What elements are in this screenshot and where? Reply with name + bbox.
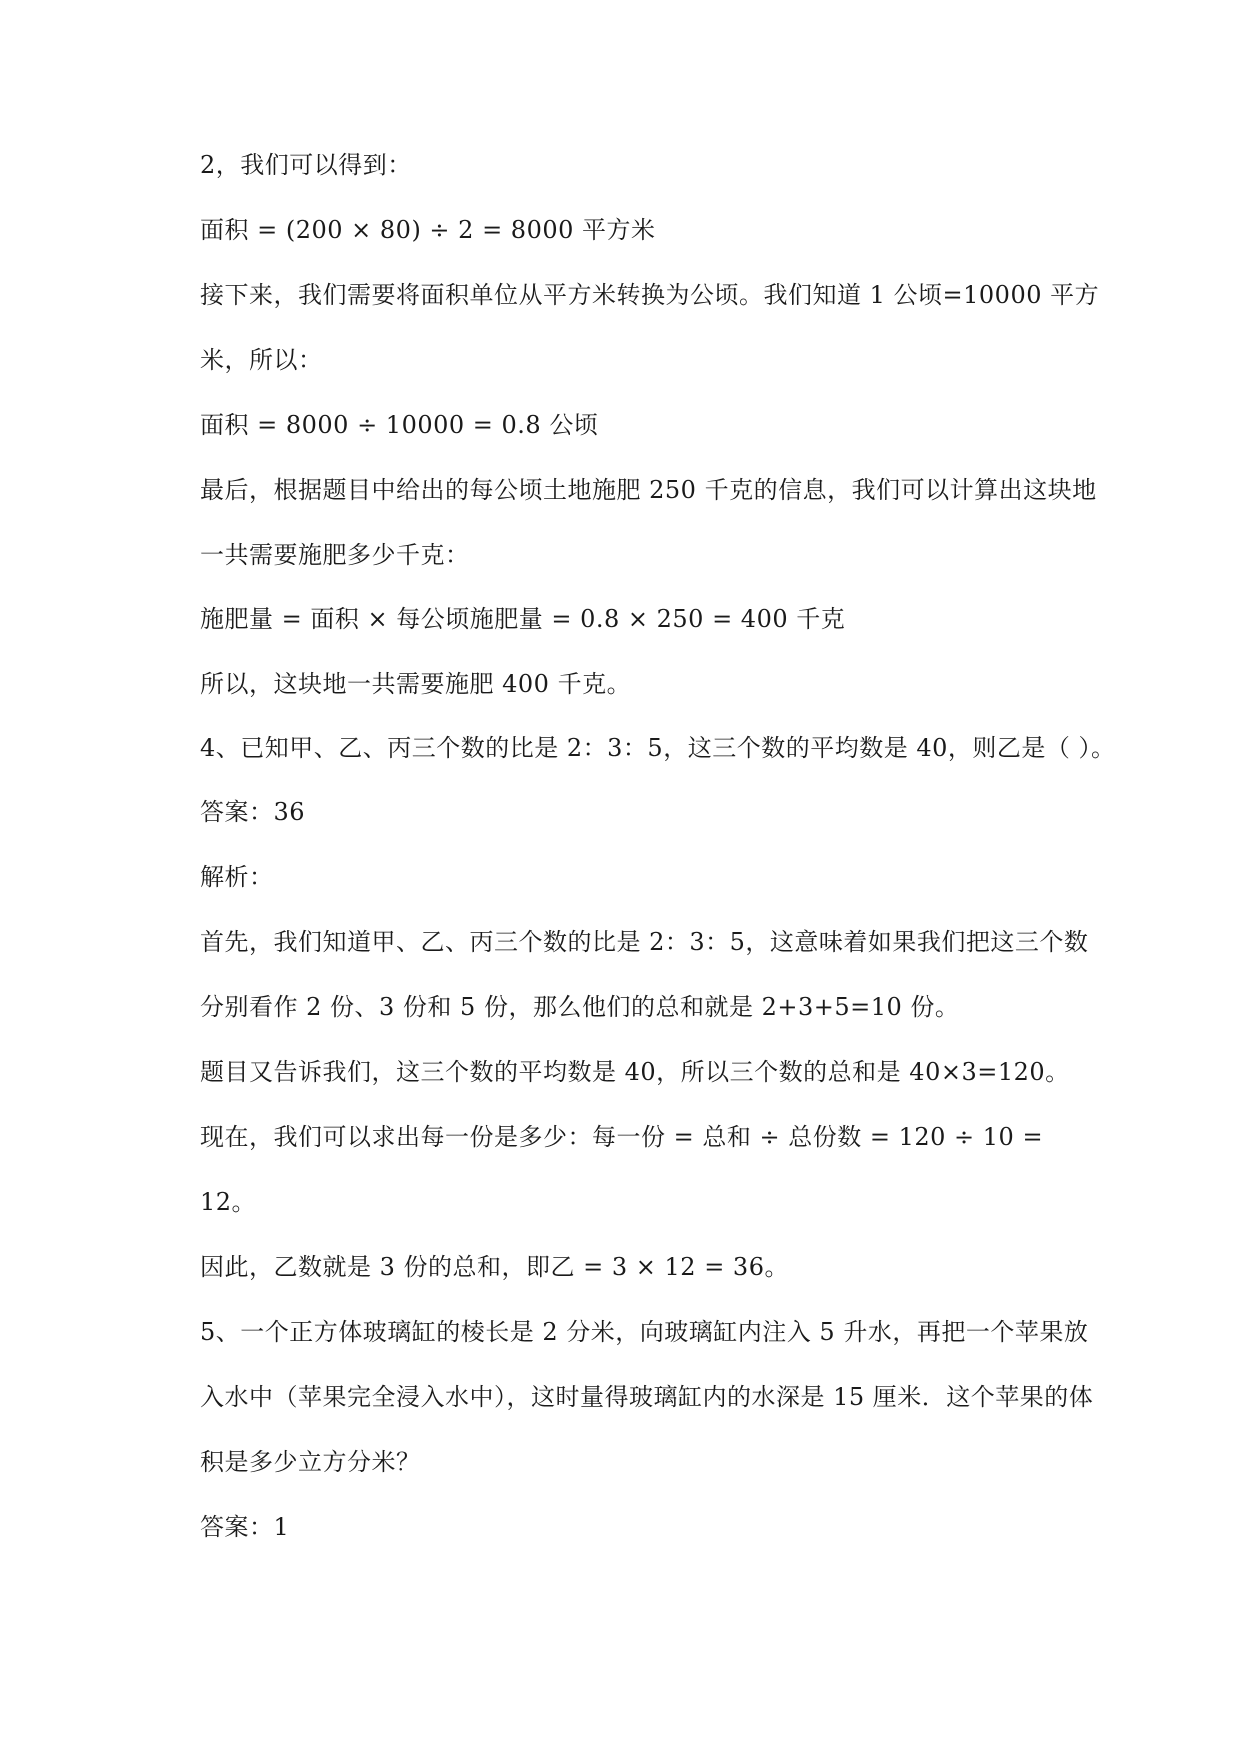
text-line: 12。 [200, 1188, 257, 1216]
text-line: 积是多少立方分米？ [200, 1448, 421, 1476]
text-line: 入水中（苹果完全浸入水中），这时量得玻璃缸内的水深是 15 厘米．这个苹果的体 [200, 1383, 1094, 1411]
text-line: 答案：36 [200, 798, 306, 826]
text-line: 面积 = 8000 ÷ 10000 = 0.8 公顷 [200, 411, 599, 439]
text-line: 面积 = (200 × 80) ÷ 2 = 8000 平方米 [200, 216, 656, 244]
text-line: 施肥量 = 面积 × 每公顷施肥量 = 0.8 × 250 = 400 千克 [200, 605, 846, 633]
text-line: 5、一个正方体玻璃缸的棱长是 2 分米，向玻璃缸内注入 5 升水，再把一个苹果放 [200, 1318, 1089, 1346]
text-line: 一共需要施肥多少千克： [200, 541, 470, 569]
text-line: 2，我们可以得到： [200, 151, 412, 179]
text-line: 现在，我们可以求出每一份是多少：每一份 = 总和 ÷ 总份数 = 120 ÷ 10 = [200, 1123, 1044, 1151]
text-line: 所以，这块地一共需要施肥 400 千克。 [200, 670, 632, 698]
text-line: 首先，我们知道甲、乙、丙三个数的比是 2：3：5，这意味着如果我们把这三个数 [200, 928, 1089, 956]
text-line: 米，所以： [200, 346, 323, 374]
text-line: 因此，乙数就是 3 份的总和，即乙 = 3 × 12 = 36。 [200, 1253, 789, 1281]
text-line: 4、已知甲、乙、丙三个数的比是 2：3：5，这三个数的平均数是 40，则乙是（ ）。 [200, 734, 1116, 762]
text-line: 分别看作 2 份、3 份和 5 份，那么他们的总和就是 2+3+5=10 份。 [200, 993, 960, 1021]
text-line: 题目又告诉我们，这三个数的平均数是 40，所以三个数的总和是 40×3=120。 [200, 1058, 1070, 1086]
text-line: 最后，根据题目中给出的每公顷土地施肥 250 千克的信息，我们可以计算出这块地 [200, 476, 1097, 504]
text-line: 接下来，我们需要将面积单位从平方米转换为公顷。我们知道 1 公顷=10000 平方 [200, 281, 1100, 309]
text-line: 解析： [200, 863, 274, 891]
text-line: 答案：1 [200, 1513, 290, 1541]
